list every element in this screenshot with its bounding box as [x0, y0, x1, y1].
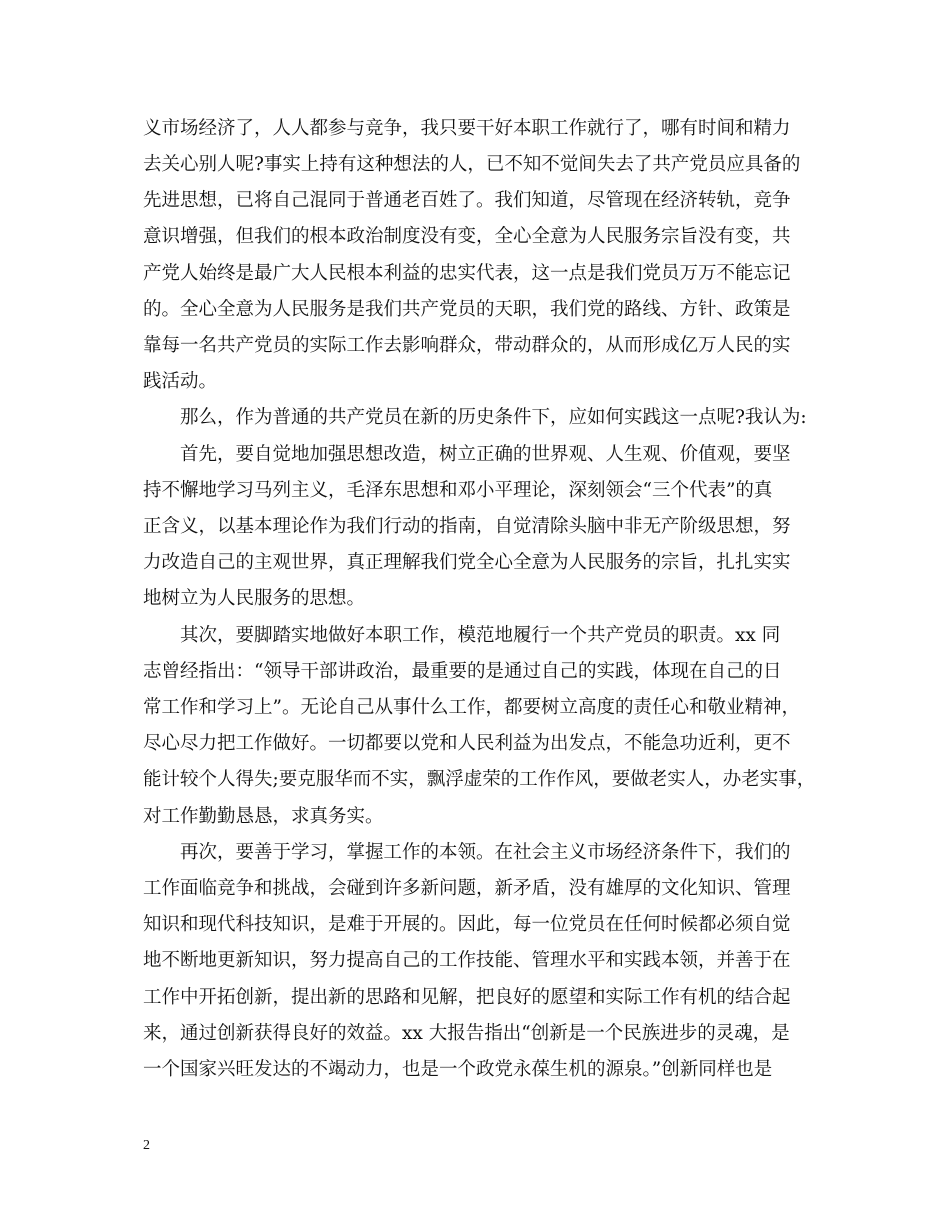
text-line: 地不断地更新知识，努力提高自己的工作技能、管理水平和实践本领，并善于在: [143, 950, 791, 971]
text-line: 尽心尽力把工作做好。一切都要以党和人民利益为出发点，不能急功近利，更不: [143, 733, 791, 754]
text-line: 那么，作为普通的共产党员在新的历史条件下，应如何实践这一点呢?我认为:: [143, 407, 807, 428]
text-line: 产党人始终是最广大人民根本利益的忠实代表，这一点是我们党员万万不能忘记: [143, 263, 791, 284]
text-line: 一个国家兴旺发达的不竭动力，也是一个政党永葆生机的源泉。”创新同样也是: [143, 1059, 773, 1080]
text-line: 工作面临竞争和挑战，会碰到许多新问题，新矛盾，没有雄厚的文化知识、管理: [143, 878, 791, 899]
page-number: 2: [143, 1138, 150, 1153]
text-line: 常工作和学习上”。无论自己从事什么工作，都要树立高度的责任心和敬业精神，: [143, 697, 800, 718]
text-line: 能计较个人得失;要克服华而不实，飘浮虚荣的工作作风，要做老实人，办老实事，: [143, 769, 816, 790]
text-line: 首先，要自觉地加强思想改造，树立正确的世界观、人生观、价值观，要坚: [143, 444, 791, 465]
text-line: 去关心别人呢?事实上持有这种想法的人，已不知不觉间失去了共产党员应具备的: [143, 154, 801, 175]
text-line: 义市场经济了，人人都参与竞争，我只要干好本职工作就行了，哪有时间和精力: [143, 118, 791, 139]
text-line: 对工作勤勤恳恳，求真务实。: [143, 806, 384, 827]
text-line: 的。全心全意为人民服务是我们共产党员的天职，我们党的路线、方针、政策是: [143, 299, 791, 320]
text-line: 工作中开拓创新，提出新的思路和见解，把良好的愿望和实际工作有机的结合起: [143, 987, 791, 1008]
text-line: 靠每一名共产党员的实际工作去影响群众，带动群众的，从而形成亿万人民的实: [143, 335, 791, 356]
text-line: 来，通过创新获得良好的效益。xx 大报告指出“创新是一个民族进步的灵魂，是: [143, 1023, 790, 1044]
text-line: 志曾经指出：“领导干部讲政治，最重要的是通过自己的实践，体现在自己的日: [143, 661, 782, 682]
text-line: 再次，要善于学习，掌握工作的本领。在社会主义市场经济条件下，我们的: [143, 842, 791, 863]
text-line: 持不懈地学习马列主义，毛泽东思想和邓小平理论，深刻领会“三个代表”的真: [143, 480, 773, 501]
text-line: 正含义，以基本理论作为我们行动的指南，自觉清除头脑中非无产阶级思想，努: [143, 516, 791, 537]
text-line: 先进思想，已将自己混同于普通老百姓了。我们知道，尽管现在经济转轨，竞争: [143, 190, 791, 211]
text-line: 地树立为人民服务的思想。: [143, 588, 366, 609]
text-line: 力改造自己的主观世界，真正理解我们党全心全意为人民服务的宗旨，扎扎实实: [143, 552, 791, 573]
text-line: 践活动。: [143, 371, 218, 392]
text-line: 意识增强，但我们的根本政治制度没有变，全心全意为人民服务宗旨没有变，共: [143, 226, 791, 247]
text-line: 其次，要脚踏实地做好本职工作，模范地履行一个共产党员的职责。xx 同: [143, 625, 781, 646]
text-line: 知识和现代科技知识，是难于开展的。因此，每一位党员在任何时候都必须自觉: [143, 914, 791, 935]
